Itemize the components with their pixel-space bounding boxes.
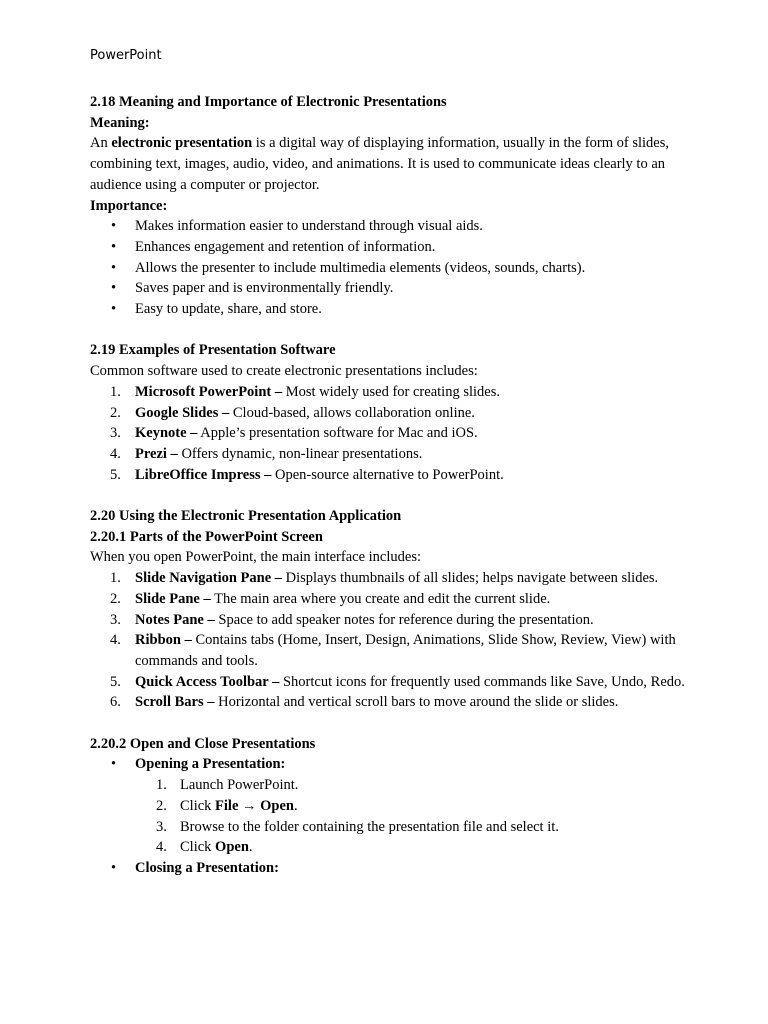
software-intro: Common software used to create electronic presentations includes: bbox=[90, 363, 478, 380]
list-item: 1. Launch PowerPoint. bbox=[156, 777, 299, 794]
closing-label: Closing a Presentation: bbox=[135, 859, 279, 876]
list-item: • Makes information easier to understand through visual aids. bbox=[90, 216, 690, 237]
term-electronic-presentation: electronic presentation bbox=[111, 135, 253, 152]
interface-intro: When you open PowerPoint, the main interface includes: bbox=[90, 549, 421, 566]
importance-list bbox=[90, 216, 690, 320]
list-item: 4. Click Open. bbox=[156, 839, 253, 856]
list-item: • Allows the presenter to include multimedia elements (videos, sounds, charts). bbox=[90, 258, 690, 279]
list-item: 4. Prezi – Offers dynamic, non-linear presentations. bbox=[110, 445, 423, 462]
list-item bbox=[90, 858, 690, 879]
list-item: 2. Slide Pane – The main area where you create and edit the current slide. bbox=[110, 590, 551, 607]
interface-parts-list bbox=[90, 568, 690, 713]
spacer bbox=[90, 713, 690, 734]
list-item: 2. Click File → Open. bbox=[156, 797, 298, 814]
list-item: 1. Microsoft PowerPoint – Most widely used for creating slides. bbox=[110, 383, 500, 400]
list-item: • Saves paper and is environmentally friendly. bbox=[90, 278, 690, 299]
list-item: 5. Quick Access Toolbar – Shortcut icons for frequently used commands like Save, Undo, Redo. bbox=[110, 673, 685, 690]
meaning-paragraph: An electronic presentation is a digital way of displaying information, usually in the form of slides, combining text, images, audio, video, and animations. It is used to communicate ideas clearly to an audience using a computer or projector. bbox=[90, 135, 669, 193]
list-item: • Enhances engagement and retention of information. bbox=[90, 237, 690, 258]
meaning-label: Meaning: bbox=[90, 114, 150, 131]
section-heading-2-20: 2.20 Using the Electronic Presentation Application bbox=[90, 508, 402, 525]
importance-label: Importance: bbox=[90, 197, 168, 214]
list-item: 5. LibreOffice Impress – Open-source alternative to PowerPoint. bbox=[110, 466, 504, 483]
list-item: • Easy to update, share, and store. bbox=[90, 299, 690, 320]
list-item: 3. Notes Pane – Space to add speaker notes for reference during the presentation. bbox=[110, 611, 594, 628]
subsection-heading-2-20-1: 2.20.1 Parts of the PowerPoint Screen bbox=[90, 528, 323, 545]
open-close-list bbox=[90, 754, 690, 878]
list-item: 3. Keynote – Apple’s presentation software for Mac and iOS. bbox=[110, 425, 478, 442]
section-heading-2-19: 2.19 Examples of Presentation Software bbox=[90, 342, 336, 359]
list-item bbox=[90, 754, 690, 858]
document-body bbox=[90, 92, 690, 879]
opening-label: Opening a Presentation: bbox=[135, 756, 286, 773]
list-item: 3. Browse to the folder containing the presentation file and select it. bbox=[156, 818, 559, 835]
spacer bbox=[90, 485, 690, 506]
spacer bbox=[90, 320, 690, 341]
list-item: 2. Google Slides – Cloud-based, allows collaboration online. bbox=[110, 404, 475, 421]
list-item: 1. Slide Navigation Pane – Displays thumbnails of all slides; helps navigate between slides. bbox=[110, 570, 659, 587]
software-list bbox=[90, 382, 690, 486]
section-heading-2-18: 2.18 Meaning and Importance of Electronic Presentations bbox=[90, 94, 447, 110]
opening-steps-list bbox=[135, 775, 690, 858]
list-item: 4. Ribbon – Contains tabs (Home, Insert, Design, Animations, Slide Show, Review, View) with commands and tools. bbox=[110, 632, 676, 669]
arrow-right-icon: → bbox=[238, 797, 261, 814]
subsection-heading-2-20-2: 2.20.2 Open and Close Presentations bbox=[90, 735, 316, 752]
list-item: 6. Scroll Bars – Horizontal and vertical scroll bars to move around the slide or slides. bbox=[110, 694, 619, 711]
page-header: PowerPoint bbox=[90, 48, 162, 63]
